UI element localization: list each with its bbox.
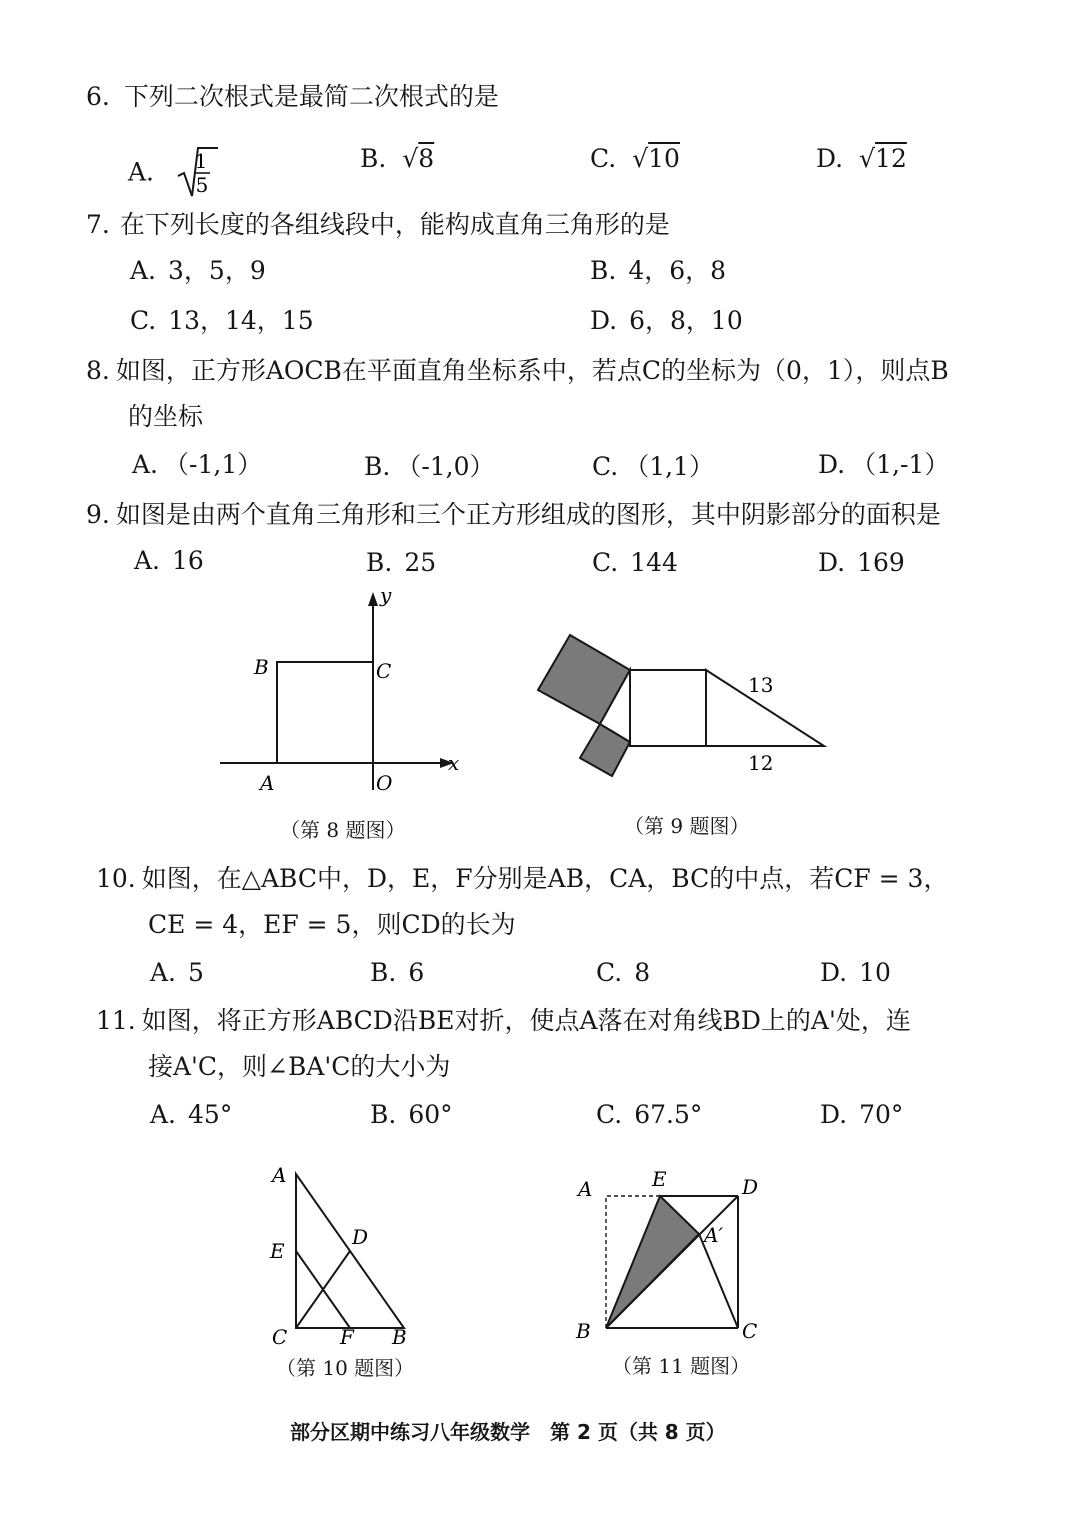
figure-11-folded-square [570, 1166, 780, 1346]
y-axis-label: y [380, 583, 392, 607]
figure-9-caption: （第 9 题图） [624, 814, 750, 838]
page-footer: 部分区期中练习八年级数学 第 2 页（共 8 页） [290, 1420, 726, 1444]
question-6-stem [86, 84, 499, 109]
question-8-stem: 8. 如图，正方形AOCB在平面直角坐标系中，若点C的坐标为（0，1），则点B [86, 356, 949, 385]
leg-label: 12 [748, 751, 774, 775]
question-8-stem-cont: 的坐标 [128, 402, 204, 431]
option-7-b: B. 4，6，8 [590, 256, 727, 285]
option-7-c: C. 13，14，15 [130, 306, 314, 335]
option-9-c: C. 144 [592, 548, 678, 577]
option-8-a: A. （-1,1） [132, 450, 263, 479]
point-label-b: B [576, 1319, 591, 1343]
question-9-stem: 9. 如图是由两个直角三角形和三个正方形组成的图形，其中阴影部分的面积是 [86, 500, 941, 529]
option-7-d: D. 6，8，10 [590, 306, 743, 335]
point-label-e: E [652, 1167, 667, 1191]
shaded-triangle-bea [606, 1196, 699, 1328]
point-label-a: A [272, 1163, 287, 1187]
figure-8-caption: （第 8 题图） [280, 818, 406, 842]
x-axis-label: x [448, 751, 460, 775]
point-label-c: C [272, 1325, 288, 1349]
option-8-b: B. （-1,0） [364, 452, 495, 481]
option-9-d: D. 169 [818, 548, 905, 577]
question-7-stem: 7. 在下列长度的各组线段中，能构成直角三角形的是 [86, 210, 670, 239]
option-10-a: A. 5 [150, 958, 204, 987]
point-label-c: C [742, 1319, 758, 1343]
question-10-stem: 10. 如图，在△ABC中，D，E，F分别是AB，CA，BC的中点，若CF = 3， [96, 864, 949, 893]
option-10-c: C. 8 [596, 958, 651, 987]
svg-text:1: 1 [194, 149, 208, 173]
question-text: 下列二次根式是最简二次根式的是 [123, 82, 499, 111]
option-11-a: A. 45° [150, 1100, 233, 1129]
radical-sign-icon [176, 146, 220, 198]
option-8-d: D. （1,-1） [818, 450, 950, 479]
option-11-c: C. 67.5° [596, 1100, 703, 1129]
option-6-c: C. √10 [590, 144, 680, 173]
point-label-a-prime: A′ [704, 1223, 723, 1247]
point-label-a: A [260, 771, 275, 795]
figure-9-squares-triangles [530, 630, 840, 790]
point-label-o: O [376, 771, 393, 795]
point-label-c: C [376, 659, 392, 683]
svg-text:5: 5 [195, 173, 209, 197]
point-label-b: B [254, 655, 269, 679]
point-label-e: E [270, 1239, 285, 1263]
figure-10-triangle-abc [262, 1158, 422, 1350]
square-aocb [277, 662, 373, 763]
point-label-d: D [742, 1175, 759, 1199]
option-6-a: A. 1 5 [128, 146, 220, 202]
point-label-d: D [352, 1225, 369, 1249]
option-8-c: C. （1,1） [592, 452, 714, 481]
hypotenuse-label: 13 [748, 673, 774, 697]
option-9-b: B. 25 [366, 548, 437, 577]
option-6-d: D. √12 [816, 144, 907, 173]
figure-8-square-coordinate [200, 580, 500, 810]
option-11-b: B. 60° [370, 1100, 453, 1129]
option-11-d: D. 70° [820, 1100, 904, 1129]
math-sqrt-fraction [176, 146, 220, 202]
option-10-d: D. 10 [820, 958, 891, 987]
middle-square [630, 670, 706, 746]
option-7-a: A. 3，5，9 [130, 256, 266, 285]
question-10-stem-cont: CE = 4，EF = 5，则CD的长为 [148, 910, 516, 939]
point-label-a: A [578, 1177, 593, 1201]
point-label-f: F [340, 1325, 354, 1349]
figure-10-caption: （第 10 题图） [276, 1356, 415, 1380]
question-number: 6. [86, 82, 110, 111]
option-10-b: B. 6 [370, 958, 425, 987]
option-6-b: B. √8 [360, 144, 435, 173]
point-label-b: B [392, 1325, 407, 1349]
question-11-stem: 11. 如图，将正方形ABCD沿BE对折，使点A落在对角线BD上的A'处，连 [96, 1006, 911, 1035]
y-axis-arrow-icon [368, 592, 378, 606]
question-11-stem-cont: 接A'C，则∠BA'C的大小为 [148, 1052, 451, 1081]
figure-11-caption: （第 11 题图） [612, 1354, 751, 1378]
option-9-a: A. 16 [134, 546, 204, 575]
segment-a-c [699, 1234, 738, 1328]
